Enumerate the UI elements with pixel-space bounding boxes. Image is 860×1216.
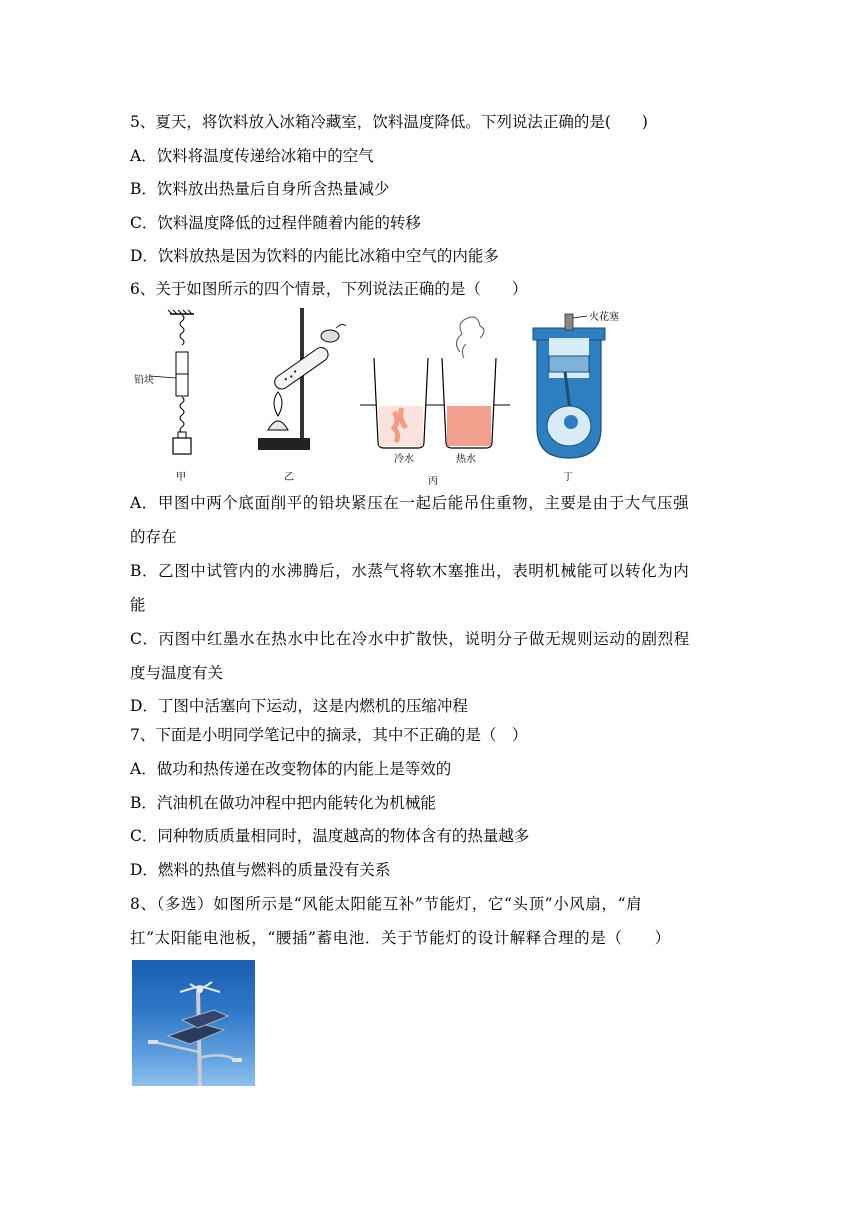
q6-option-b-line1: B．乙图中试管内的水沸腾后，水蒸气将软木塞推出，表明机械能可以转化为内 (130, 562, 690, 580)
q7-option-a: A．做功和热传递在改变物体的内能上是等效的 (130, 760, 452, 778)
figure-jia-lead-blocks (130, 308, 220, 486)
cold-water-label: 冷水 (394, 454, 414, 465)
q6-option-b-line2: 能 (130, 596, 146, 614)
q7-option-b: B．汽油机在做功冲程中把内能转化为机械能 (130, 794, 436, 812)
q5-option-a: A．饮料将温度传递给冰箱中的空气 (130, 147, 374, 165)
q5-stem: 5、夏天，将饮料放入冰箱冷藏室，饮料温度降低。下列说法正确的是( ) (130, 113, 648, 131)
engine-cylinder-diagram (525, 308, 635, 486)
q6-option-c-line2: 度与温度有关 (130, 664, 224, 682)
q6-option-d: D．丁图中活塞向下运动，这是内燃机的压缩冲程 (130, 697, 468, 715)
hot-water-label: 热水 (456, 454, 476, 465)
q5-option-d: D．饮料放热是因为饮料的内能比冰箱中空气的内能多 (130, 247, 499, 265)
q7-stem: 7、下面是小明同学笔记中的摘录，其中不正确的是（ ） (130, 726, 528, 744)
figure-jia-label: 甲 (176, 472, 186, 483)
spark-plug-label: 火花塞 (589, 312, 619, 323)
q6-option-a-line1: A．甲图中两个底面削平的铅块紧压在一起后能吊住重物，主要是由于大气压强 (130, 494, 690, 512)
q7-option-c: C．同种物质质量相同时，温度越高的物体含有的热量越多 (130, 827, 530, 845)
lamp-pole-illustration (132, 960, 255, 1086)
figure-yi-test-tube (250, 308, 350, 486)
test-tube-diagram (250, 308, 350, 486)
q6-option-a-line2: 的存在 (130, 528, 177, 546)
beakers-diagram (360, 308, 510, 488)
figure-bing-label: 丙 (428, 476, 438, 487)
q8-stem-line1: 8、（多选）如图所示是“风能太阳能互补”节能灯，它“头顶”小风扇，“肩 (130, 895, 643, 913)
figure-bing-beakers (360, 308, 510, 488)
lead-blocks-diagram (130, 308, 220, 486)
q5-option-c: C．饮料温度降低的过程伴随着内能的转移 (130, 214, 421, 232)
q8-stem-line2: 扛”太阳能电池板，“腰插”蓄电池．关于节能灯的设计解释合理的是（ ） (130, 929, 671, 947)
figure-ding-label: 丁 (563, 472, 573, 483)
energy-saving-lamp-photo (132, 960, 255, 1086)
q6-stem: 6、关于如图所示的四个情景，下列说法正确的是（ ） (130, 280, 528, 298)
q6-option-c-line1: C．丙图中红墨水在热水中比在冷水中扩散快，说明分子做无规则运动的剧烈程 (130, 630, 690, 648)
q5-option-b: B．饮料放出热量后自身所含热量减少 (130, 180, 390, 198)
figure-yi-label: 乙 (284, 472, 294, 483)
lead-block-label: 铅块 (134, 375, 154, 386)
q7-option-d: D．燃料的热值与燃料的质量没有关系 (130, 861, 391, 879)
figure-ding-engine (525, 308, 635, 486)
